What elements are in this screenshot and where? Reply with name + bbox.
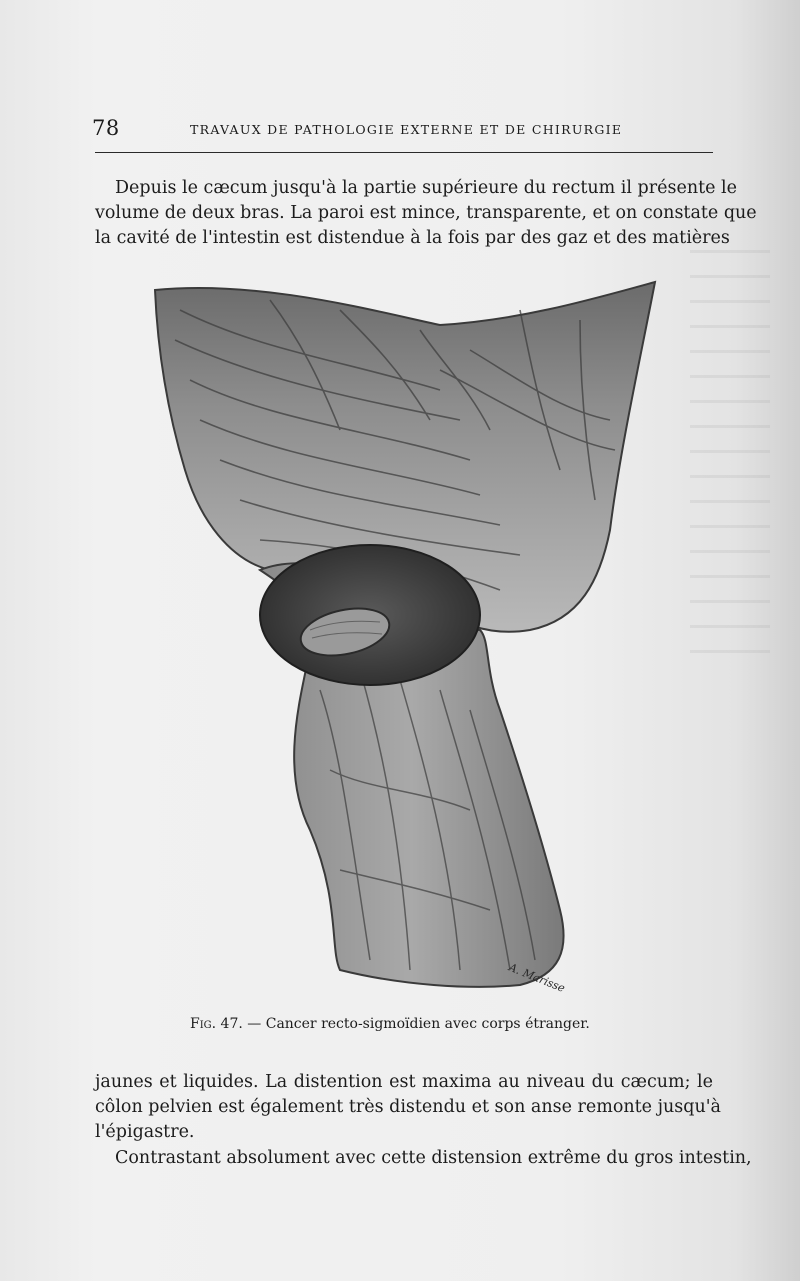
- body-line: côlon pelvien est également très distendu et son anse remonte jusqu'à: [95, 1097, 721, 1117]
- figure-label: Fig. 47.: [190, 1016, 243, 1032]
- page-number: 78: [92, 116, 120, 140]
- body-line: la cavité de l'intestin est distendue à la fois par des gaz et des matières: [95, 228, 730, 248]
- body-line: l'épigastre.: [95, 1122, 195, 1142]
- body-line: volume de deux bras. La paroi est mince, transparente, et on constate que: [95, 203, 757, 223]
- body-line: jaunes et liquides. La distention est maxima au niveau du cæcum; le: [95, 1072, 713, 1092]
- header-rule: [95, 152, 713, 153]
- body-line: Depuis le cæcum jusqu'à la partie supérieure du rectum il présente le: [115, 178, 737, 198]
- artist-signature: A. Marisse: [506, 960, 567, 996]
- running-head: TRAVAUX DE PATHOLOGIE EXTERNE ET DE CHIRURGIE: [190, 122, 623, 137]
- body-line: Contrastant absolument avec cette distension extrême du gros intestin,: [115, 1148, 752, 1168]
- figure-caption-text: — Cancer recto-sigmoïdien avec corps étranger.: [242, 1016, 590, 1032]
- figure-caption: [190, 1016, 590, 1032]
- anatomical-illustration: [140, 270, 670, 1000]
- show-through-text: [690, 250, 770, 670]
